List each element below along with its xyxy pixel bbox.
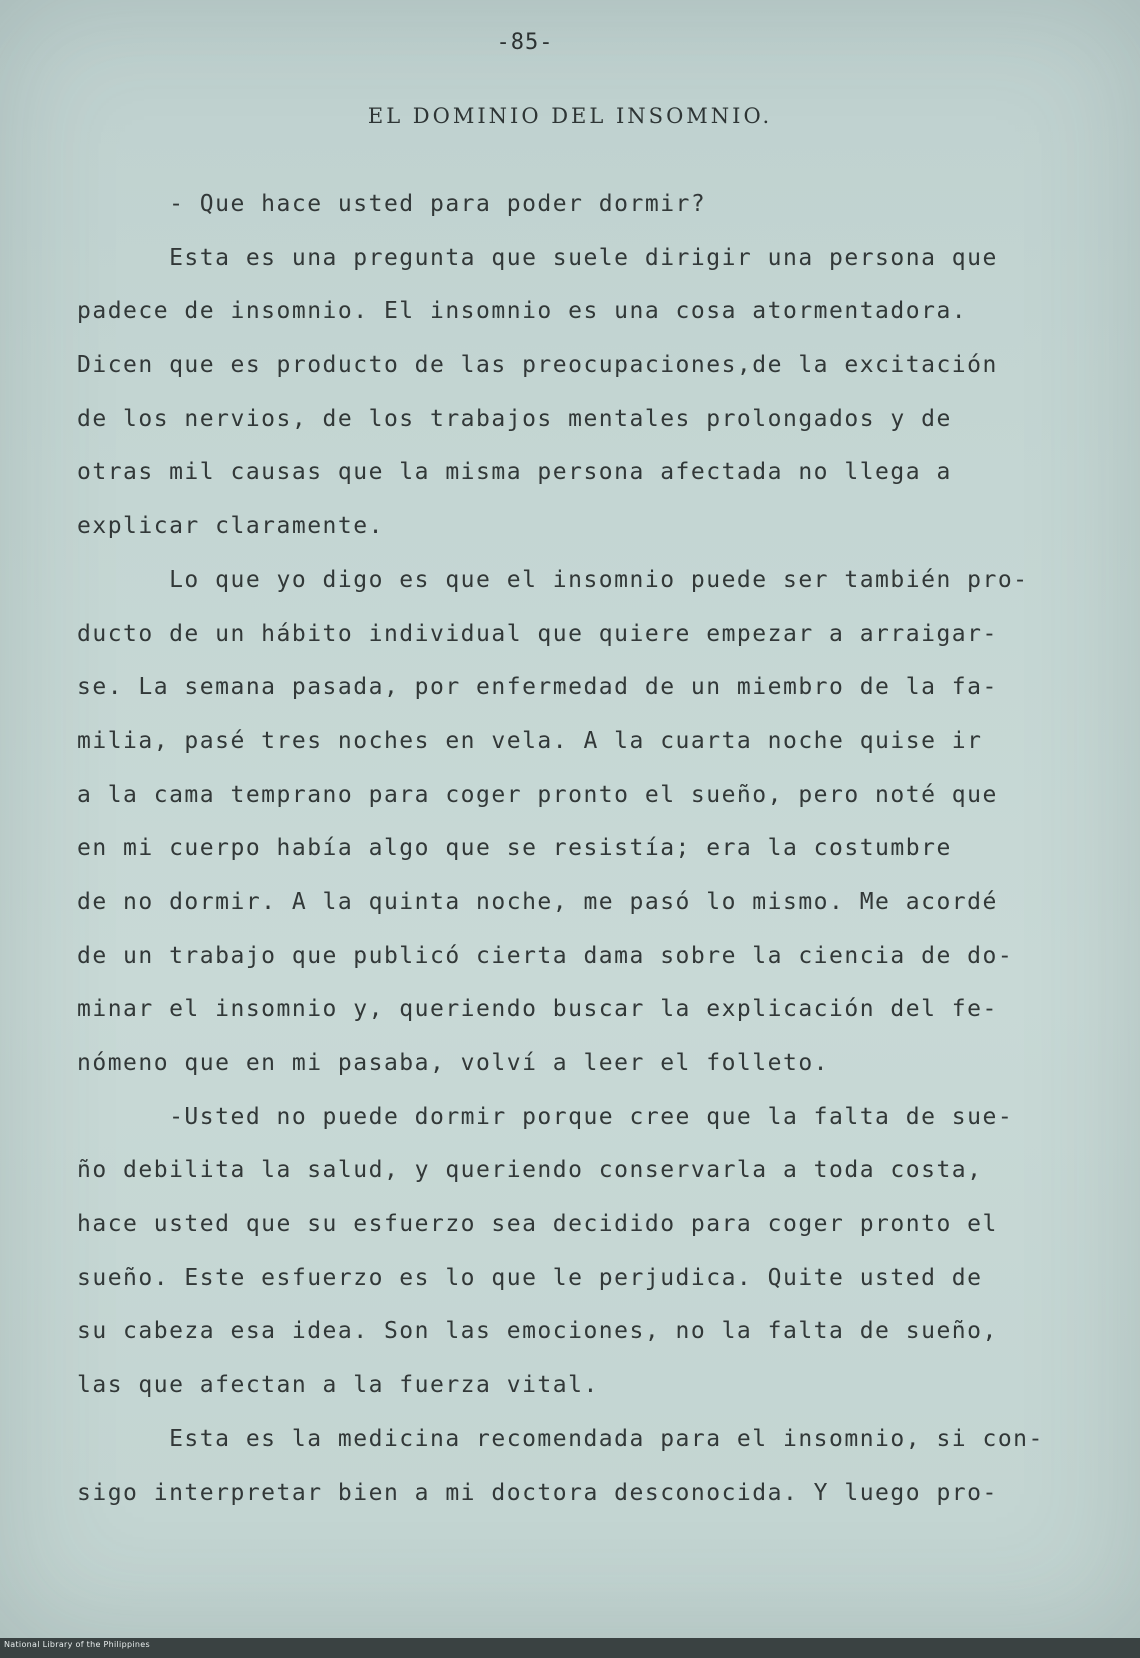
text-line: explicar claramente. xyxy=(77,513,384,540)
text-line: milia, pasé tres noches en vela. A la cuarta noche quise ir xyxy=(77,727,983,754)
text-line: de los nervios, de los trabajos mentales prolongados y de xyxy=(77,405,952,432)
text-line: - Que hace usted para poder dormir? xyxy=(77,191,707,217)
text-line: sueño. Este esfuerzo es lo que le perjudica. Quite usted de xyxy=(77,1264,983,1291)
text-line: en mi cuerpo había algo que se resistía; era la costumbre xyxy=(77,835,952,862)
text-line: otras mil causas que la misma persona afectada no llega a xyxy=(77,459,952,486)
text-line: se. La semana pasada, por enfermedad de un miembro de la fa- xyxy=(77,674,998,701)
page-number: -85- xyxy=(496,30,554,55)
page-title: EL DOMINIO DEL INSOMNIO. xyxy=(367,104,773,128)
text-line: Esta es la medicina recomendada para el insomnio, si con- xyxy=(77,1425,1044,1452)
text-line: a la cama temprano para coger pronto el sueño, pero noté que xyxy=(77,781,998,808)
text-line: de no dormir. A la quinta noche, me pasó lo mismo. Me acordé xyxy=(77,888,998,915)
text-line: ño debilita la salud, y queriendo conservarla a toda costa, xyxy=(77,1157,983,1184)
text-line: sigo interpretar bien a mi doctora desconocida. Y luego pro- xyxy=(77,1479,998,1506)
text-line: de un trabajo que publicó cierta dama sobre la ciencia de do- xyxy=(77,942,1014,969)
text-line: padece de insomnio. El insomnio es una cosa atormentadora. xyxy=(77,298,968,325)
text-line: -Usted no puede dormir porque cree que la falta de sue- xyxy=(77,1103,1014,1130)
text-line: Esta es una pregunta que suele dirigir una persona que xyxy=(77,244,998,271)
text-line: ducto de un hábito individual que quiere empezar a arraigar- xyxy=(77,620,998,647)
text-line: su cabeza esa idea. Son las emociones, no la falta de sueño, xyxy=(77,1318,998,1345)
text-line: Lo que yo digo es que el insomnio puede ser también pro- xyxy=(77,566,1029,593)
body-text xyxy=(77,178,1067,1520)
text-line: las que afectan a la fuerza vital. xyxy=(77,1372,599,1399)
text-line: nómeno que en mi pasaba, volví a leer el folleto. xyxy=(77,1050,830,1076)
text-line: Dicen que es producto de las preocupaciones,de la excitación xyxy=(77,352,998,379)
text-line: minar el insomnio y, queriendo buscar la explicación del fe- xyxy=(77,996,998,1023)
text-line: hace usted que su esfuerzo sea decidido para coger pronto el xyxy=(77,1211,998,1238)
library-credit: National Library of the Philippines xyxy=(4,1640,150,1649)
